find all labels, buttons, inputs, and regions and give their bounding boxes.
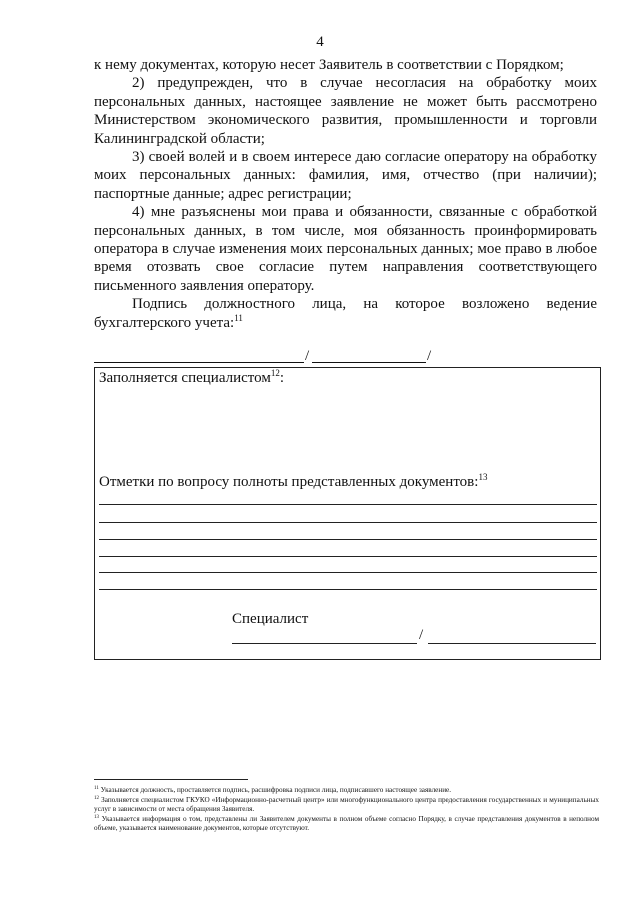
paragraph-item-4: 4) мне разъяснены мои права и обязанности, связанные с обработкой персональных данных, в том числе, моя обязанность проинформировать оператора в случае изменения моих персональных данных; мое право в любое время отозвать свое согласие путем направления соответствующего письменного заявления оператору. [94, 204, 597, 294]
marks-label [99, 474, 487, 491]
specialist-slash: / [419, 627, 424, 643]
marks-line-4[interactable] [99, 556, 597, 557]
footnote-ref-13: 13 [478, 472, 488, 482]
specialist-name-blank[interactable] [428, 643, 596, 644]
footnote-13 [94, 815, 599, 834]
marks-label-text: Отметки по вопросу полноты представленных документов: [99, 474, 479, 490]
footnote-num: 11 [94, 786, 99, 791]
signature-label: Подпись должностного лица, на которое возложено ведение бухгалтерского учета: [94, 296, 597, 331]
footnote-ref-11: 11 [234, 312, 243, 323]
footnote-ref-12: 12 [270, 368, 280, 378]
signature-slash-end: / [427, 348, 432, 364]
marks-line-5[interactable] [99, 572, 597, 573]
footnote-text: Заполняется специалистом ГКУКО «Информационно-расчетный центр» или многофункционального центра предоставления государственных и муниципальных услуг в зависимости от места обращения Заявителя. [94, 795, 599, 814]
footnote-num: 12 [94, 795, 99, 801]
footnote-11 [94, 786, 599, 796]
signature-blank[interactable] [94, 361, 304, 363]
box-title-colon: : [279, 370, 285, 386]
marks-line-3[interactable] [99, 539, 597, 540]
specialist-signature-blank[interactable] [232, 643, 417, 644]
signature-decryption-blank[interactable] [312, 361, 426, 363]
marks-line-1[interactable] [99, 504, 597, 505]
paragraph-item-3: 3) своей волей и в своем интересе даю согласие оператору на обработку моих персональных данных: фамилия, имя, отчество (при наличии); паспортные данные; адрес регистрации; [94, 149, 597, 202]
paragraph-continuation: к нему документах, которую несет Заявитель в соответствии с Порядком; [94, 57, 564, 73]
footnote-separator [94, 779, 248, 780]
footnote-num: 13 [94, 814, 99, 820]
specialist-label: Специалист [232, 611, 309, 627]
signature-label-paragraph [94, 295, 597, 332]
footnote-text: Указывается должность, проставляется подпись, расшифровка подписи лица, подписавшего настоящее заявление. [100, 786, 452, 794]
footnote-12 [94, 796, 599, 815]
specialist-box-title [99, 370, 284, 387]
marks-line-6[interactable] [99, 589, 597, 590]
footnotes [94, 786, 599, 834]
paragraph-item-2: 2) предупрежден, что в случае несогласия на обработку моих персональных данных, настоящее заявление не может быть рассмотрено Министерством экономического развития, промышленности и торговли Калининградской области; [94, 75, 597, 147]
document-body [94, 56, 597, 332]
marks-line-2[interactable] [99, 522, 597, 523]
page-number: 4 [316, 34, 324, 50]
signature-slash: / [305, 348, 310, 364]
specialist-box [94, 367, 601, 660]
footnote-text: Указывается информация о том, представлены ли Заявителем документы в полном объеме согласно Порядку, в случае представления документов в неполном объеме, указывается наименование документов, которые отсутствуют. [94, 814, 599, 833]
box-title-text: Заполняется специалистом [99, 370, 271, 386]
